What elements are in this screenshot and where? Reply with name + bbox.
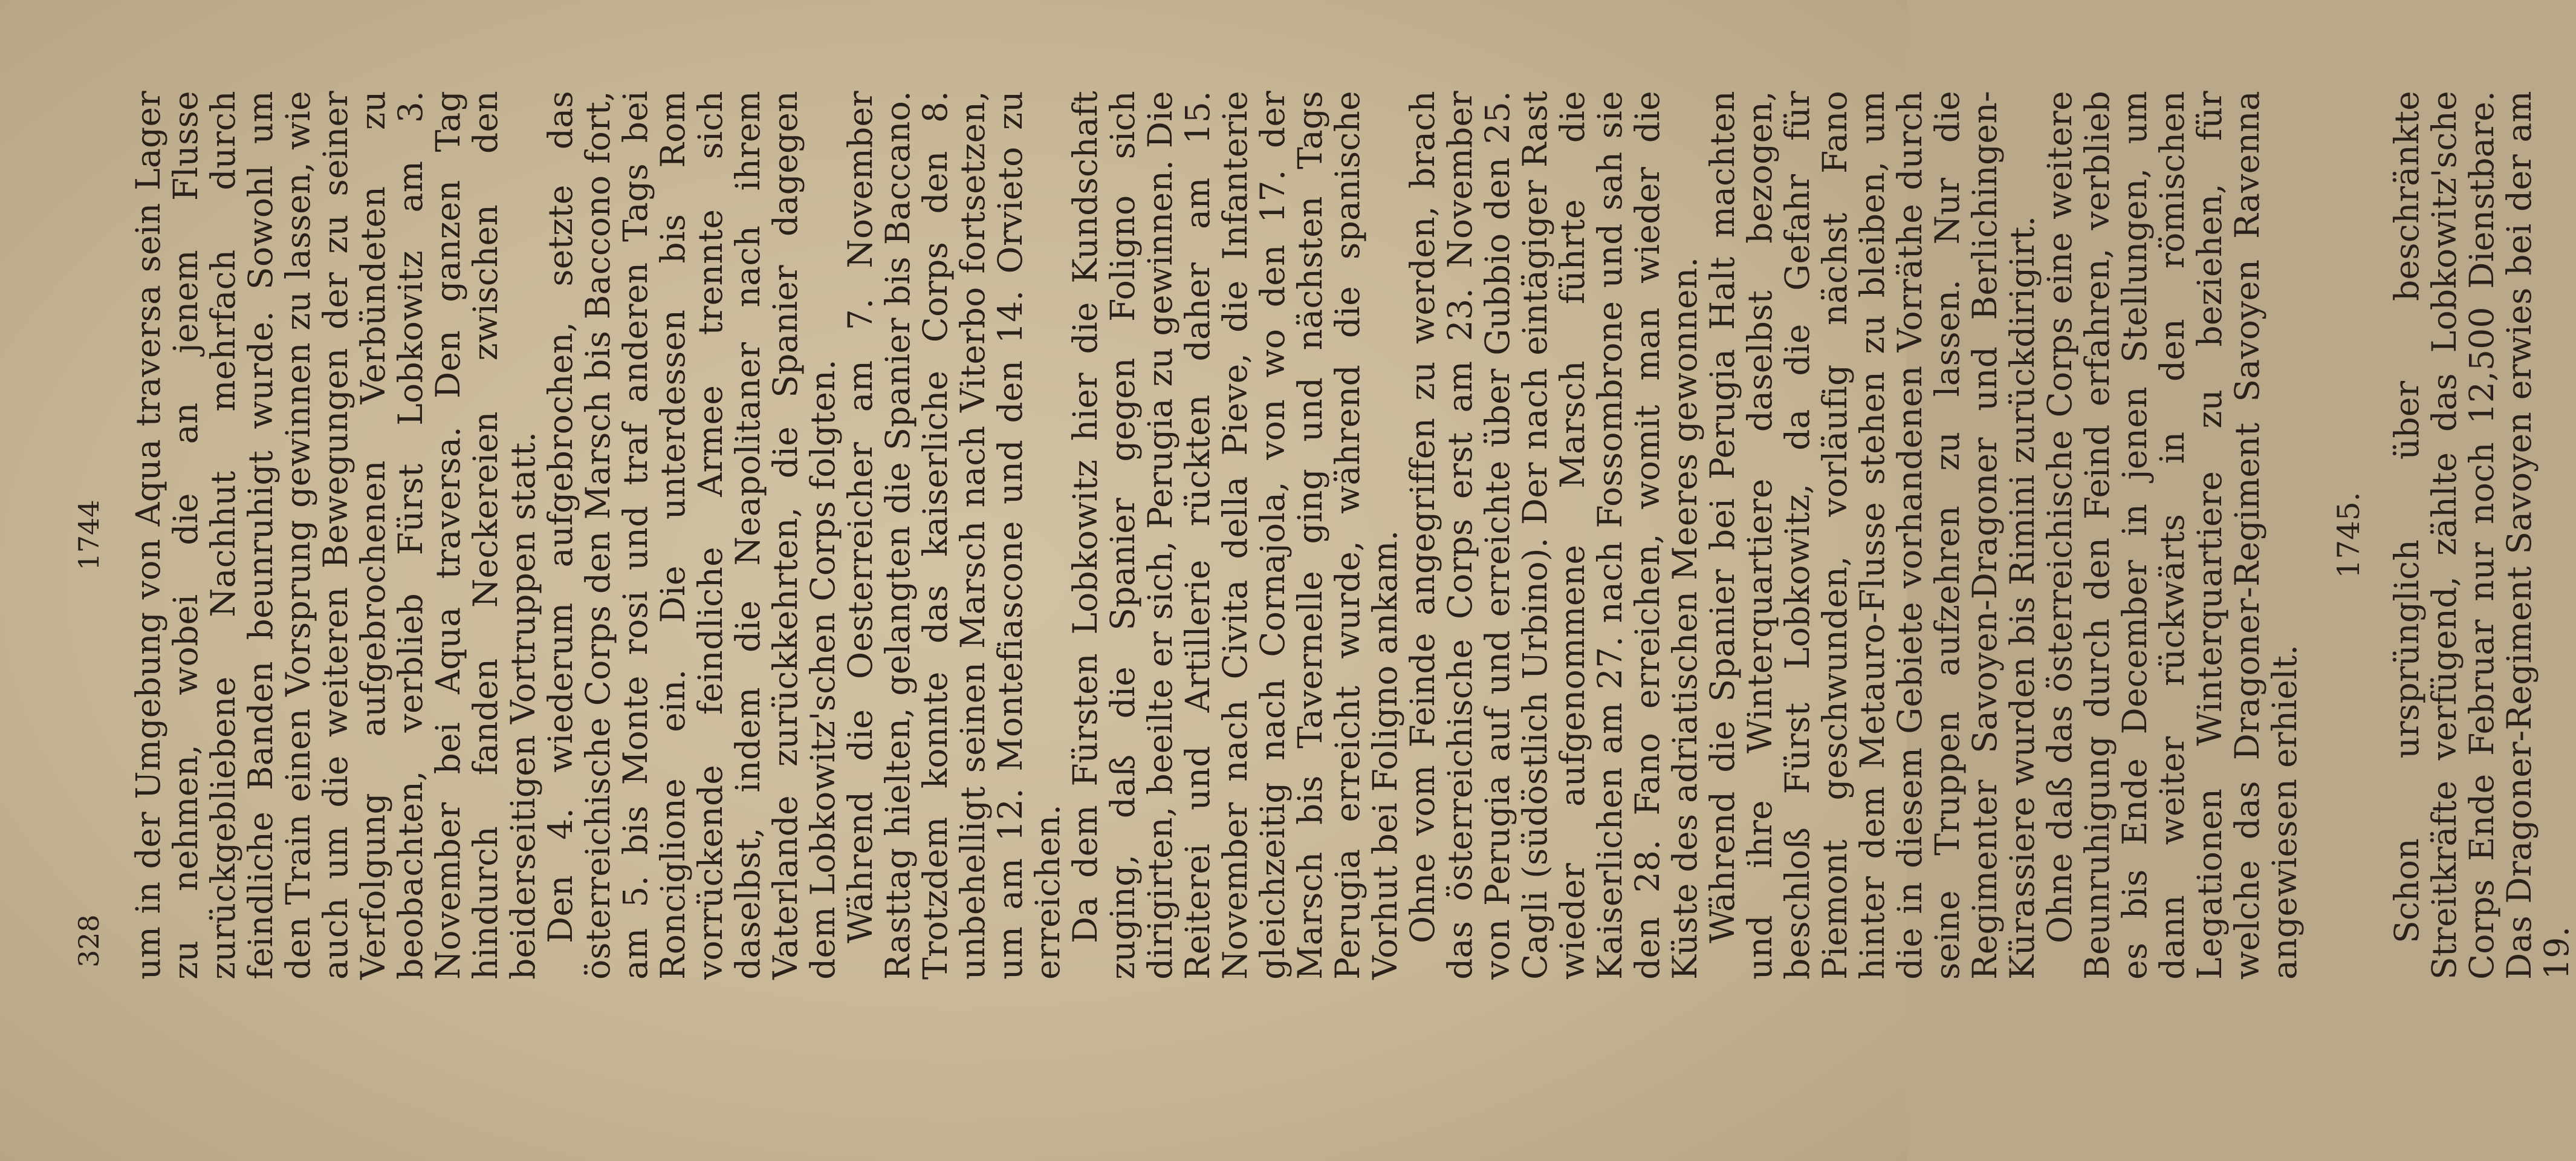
paragraph: Während die Spanier bei Perugia Halt machten und ihre Winterquartiere daselbst bezogen, beschloß Fürst Lobkowitz, da die Gefahr für Piemont geschwunden, vorläufig nächst Fano hinter dem Metauro-Flusse stehen zu bleiben, um die in diesem Gebiete vorhandenen Vorräthe durch seine Truppen aufzehren zu lassen. Nur die Regimenter Savoyen-Dragoner und Berlichingen-Kürassiere wurden bis Rimini zurückdirigirt. bbox=[1703, 91, 2042, 980]
running-year-heading: 1744 bbox=[73, 499, 105, 571]
page-body bbox=[129, 91, 2575, 980]
paragraph: Da dem Fürsten Lobkowitz hier die Kundschaft zuging, daß die Spanier gegen Foligno sich dirigirten, beeilte er sich, Perugia zu gewinnen. Die Reiterei und Artillerie rückten daher am 15. November nach Civita della Pieve, die Infanterie gleichzeitig nach Cornajola, von wo den 17. der Marsch bis Tavernelle ging und nächsten Tags Perugia erreicht wurde, während die spanische Vorhut bei Foligno ankam. bbox=[1066, 91, 1404, 980]
paragraph: Während die Oesterreicher am 7. November Rasttag hielten, gelangten die Spanier bis Baccano. Trotzdem konnte das kaiserliche Corps den 8. unbehelligt seinen Marsch nach Viterbo fortsetzen, um am 12. Montefiascone und den 14. Orvieto zu erreichen. bbox=[841, 91, 1067, 980]
paragraph: um in der Umgebung von Aqua traversa sein Lager zu nehmen, wobei die an jenem Flusse zurückgebliebene Nachhut mehrfach durch feindliche Banden beunruhigt wurde. Sowohl um den Train einen Vorsprung gewinnen zu lassen, wie auch um die weiteren Bewegungen der zu seiner Verfolgung aufgebrochenen Verbündeten zu beobachten, verblieb Fürst Lobkowitz am 3. November bei Aqua traversa. Den ganzen Tag hindurch fanden Neckereien zwischen den beiderseitigen Vortruppen statt. bbox=[129, 91, 542, 980]
paragraph: Den 4. wiederum aufgebrochen, setzte das österreichische Corps den Marsch bis Bacconо fort, am 5. bis Monte rosi und traf anderen Tags bei Ronciglione ein. Die unterdessen bis Rom vorrückende feindliche Armee trennte sich daselbst, indem die Neapolitaner nach ihrem Vaterlande zurückkehrten, die Spanier dagegen dem Lobkowitz'schen Corps folgten. bbox=[541, 91, 842, 980]
paragraph: Schon ursprünglich über beschränkte Streitkräfte verfügend, zählte das Lobkowitz'sche Corps Ende Februar nur noch 12,500 Dienstbare. Das Dragoner-Regiment Savoyen erwies bei der am 19. bbox=[2387, 91, 2576, 980]
page-number: 328 bbox=[73, 914, 105, 968]
section-heading-1745: 1745. bbox=[2331, 492, 2366, 579]
paragraph: Ohne daß das österreichische Corps eine weitere Beunruhigung durch den Feind erfahren, verblieb es bis Ende December in jenen Stellungen, um dann weiter rückwärts in den römischen Legationen Winterquartiere zu beziehen, für welche das Dragoner-Regiment Savoyen Ravenna angewiesen erhielt. bbox=[2040, 91, 2304, 980]
page-header bbox=[73, 91, 105, 980]
paragraph: Ohne vom Feinde angegriffen zu werden, brach das österreichische Corps erst am 23. November von Perugia auf und erreichte über Gubbio den 25. Cagli (südöstlich Urbino). Der nach eintägiger Rast wieder aufgenommene Marsch führte die Kaiserlichen am 27. nach Fossombrone und sah sie den 28. Fano erreichen, womit man wieder die Küste des adriatischen Meeres gewonnen. bbox=[1403, 91, 1704, 980]
